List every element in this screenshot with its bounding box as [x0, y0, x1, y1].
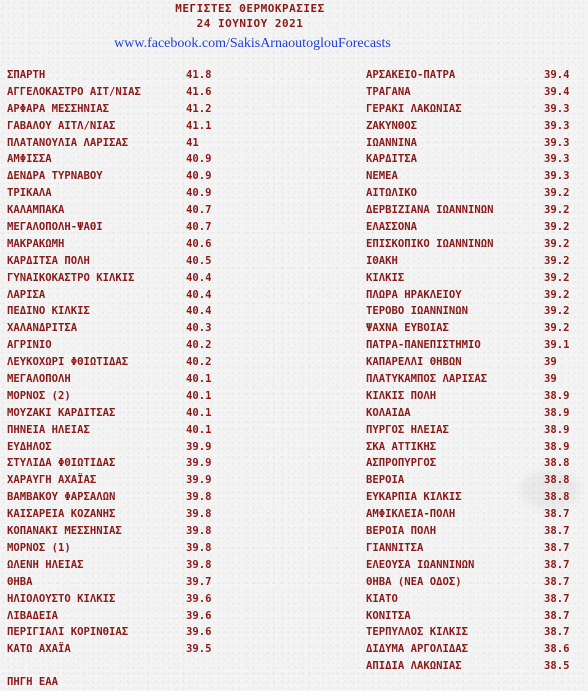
- station-name: ΑΜΦΙΚΛΕΙΑ-ΠΟΛΗ: [366, 508, 456, 521]
- station-row: [366, 422, 576, 439]
- max-temperature: 39.2: [544, 254, 570, 267]
- station-row: [366, 185, 576, 202]
- max-temperature: 39.2: [544, 187, 570, 200]
- station-row: [7, 354, 222, 371]
- max-temperature: 38.9: [544, 406, 570, 419]
- station-name: ΜΟΥΖΑΚΙ ΚΑΡΔΙΤΣΑΣ: [7, 406, 116, 419]
- max-temperature: 39.8: [186, 541, 212, 554]
- max-temperature: 39.8: [186, 491, 212, 504]
- station-row: [366, 320, 576, 337]
- station-row: [366, 540, 576, 557]
- page-date: 24 ΙΟΥΝΙΟΥ 2021: [196, 17, 304, 30]
- max-temperature: 39.3: [544, 136, 570, 149]
- station-name: ΕΥΔΗΛΟΣ: [7, 440, 52, 453]
- station-name: ΣΠΑΡΤΗ: [7, 69, 46, 81]
- station-row: [366, 489, 576, 506]
- station-row: [7, 151, 222, 168]
- max-temperature: 39: [544, 356, 557, 369]
- max-temperature: 39.8: [186, 525, 212, 538]
- station-name: ΧΑΛΑΝΔΡΙΤΣΑ: [7, 322, 78, 335]
- station-row: [7, 439, 222, 456]
- station-name: ΜΟΡΝΟΣ (2): [7, 389, 71, 402]
- max-temperature: 38.7: [544, 575, 570, 588]
- station-name: ΑΙΤΩΛΙΚΟ: [366, 187, 418, 200]
- max-temperature: 39.9: [186, 474, 212, 487]
- station-name: ΑΠΙΔΙΑ ΛΑΚΩΝΙΑΣ: [366, 660, 462, 673]
- station-row: [7, 84, 222, 101]
- station-row: [366, 574, 576, 591]
- max-temperature: 38.8: [544, 474, 570, 487]
- station-name: ΠΛΑΤΥΚΑΜΠΟΣ ΛΑΡΙΣΑΣ: [366, 373, 488, 386]
- station-row: [366, 506, 576, 523]
- max-temperature: 39.2: [544, 221, 570, 234]
- station-row: [366, 354, 576, 371]
- max-temperature: 39.6: [186, 626, 212, 639]
- station-name: ΚΑΛΑΜΠΑΚΑ: [7, 204, 65, 217]
- station-name: ΑΓΓΕΛΟΚΑΣΤΡΟ ΑΙΤ/ΝΙΑΣ: [7, 85, 141, 98]
- station-row: [366, 101, 576, 118]
- max-temperature: 39.1: [544, 339, 570, 352]
- station-name: ΧΑΡΑΥΓΗ ΑΧΑΪΑΣ: [7, 474, 97, 487]
- station-name: ΑΡΣΑΚΕΙΟ-ΠΑΤΡΑ: [366, 69, 456, 81]
- station-row: [7, 422, 222, 439]
- station-row: [366, 84, 576, 101]
- station-name: ΒΑΜΒΑΚΟΥ ΦΑΡΣΑΛΩΝ: [7, 491, 116, 504]
- station-row: [366, 270, 576, 287]
- max-temperature: 40.9: [186, 187, 212, 200]
- station-row: [366, 523, 576, 540]
- station-name: ΚΟΛΑΙΔΑ: [366, 406, 411, 419]
- max-temperature: 38.7: [544, 508, 570, 521]
- max-temperature: 38.7: [544, 525, 570, 538]
- station-row: [366, 135, 576, 152]
- max-temperature: 38.7: [544, 541, 570, 554]
- station-row: [7, 574, 222, 591]
- station-name: ΜΑΚΡΑΚΩΜΗ: [7, 237, 65, 250]
- station-row: [7, 557, 222, 574]
- station-row: [7, 591, 222, 608]
- max-temperature: 39.2: [544, 237, 570, 250]
- station-row: [7, 472, 222, 489]
- station-name: ΝΕΜΕΑ: [366, 170, 398, 183]
- station-row: [7, 303, 222, 320]
- station-name: ΕΠΙΣΚΟΠΙΚΟ ΙΩΑΝΝΙΝΩΝ: [366, 237, 494, 250]
- max-temperature: 39.5: [186, 643, 212, 656]
- max-temperature: 39.3: [544, 102, 570, 115]
- max-temperature: 38.7: [544, 626, 570, 639]
- max-temperature: 39.3: [544, 119, 570, 132]
- station-name: ΒΕΡΟΙΑ ΠΟΛΗ: [366, 525, 437, 538]
- station-row: [7, 320, 222, 337]
- station-row: [7, 608, 222, 625]
- max-temperature: 38.5: [544, 660, 570, 673]
- station-row: [7, 540, 222, 557]
- right-temperature-list: [366, 67, 576, 675]
- max-temperature: 41.6: [186, 85, 212, 98]
- max-temperature: 39.7: [186, 575, 212, 588]
- station-row: [366, 337, 576, 354]
- station-name: ΣΚΑ ΑΤΤΙΚΗΣ: [366, 440, 437, 453]
- page-title: ΜΕΓΙΣΤΕΣ ΘΕΡΜΟΚΡΑΣΙΕΣ: [175, 2, 325, 15]
- station-name: ΓΥΝΑΙΚΟΚΑΣΤΡΟ ΚΙΛΚΙΣ: [7, 271, 135, 284]
- station-name: ΚΙΛΚΙΣ: [366, 271, 405, 284]
- max-temperature: 40.6: [186, 237, 212, 250]
- station-row: [366, 608, 576, 625]
- max-temperature: 40.1: [186, 389, 212, 402]
- station-name: ΚΟΝΙΤΣΑ: [366, 609, 411, 622]
- max-temperature: 40.3: [186, 322, 212, 335]
- max-temperature: 40.9: [186, 170, 212, 183]
- station-row: [366, 557, 576, 574]
- station-name: ΚΑΡΔΙΤΣΑ: [366, 153, 418, 166]
- max-temperature: 40.1: [186, 406, 212, 419]
- max-temperature: 40.4: [186, 305, 212, 318]
- max-temperature: 41.8: [186, 69, 212, 81]
- station-name: ΗΛΙΟΛΟΥΣΤΟ ΚΙΛΚΙΣ: [7, 592, 116, 605]
- max-temperature: 40.1: [186, 423, 212, 436]
- max-temperature: 40.4: [186, 271, 212, 284]
- station-row: [7, 371, 222, 388]
- max-temperature: 39.6: [186, 609, 212, 622]
- max-temperature: 38.9: [544, 389, 570, 402]
- station-row: [366, 388, 576, 405]
- max-temperature: 40.4: [186, 288, 212, 301]
- station-name: ΠΗΝΕΙΑ ΗΛΕΙΑΣ: [7, 423, 90, 436]
- max-temperature: 39.2: [544, 288, 570, 301]
- station-row: [7, 287, 222, 304]
- max-temperature: 38.8: [544, 491, 570, 504]
- station-name: ΑΓΡΙΝΙΟ: [7, 339, 52, 352]
- max-temperature: 39.3: [544, 153, 570, 166]
- max-temperature: 39.2: [544, 322, 570, 335]
- station-name: ΚΑΙΣΑΡΕΙΑ ΚΟΖΑΝΗΣ: [7, 508, 116, 521]
- data-source: ΠΗΓΗ ΕΑΑ: [7, 676, 59, 688]
- station-row: [366, 658, 576, 675]
- station-name: ΜΟΡΝΟΣ (1): [7, 541, 71, 554]
- station-row: [7, 405, 222, 422]
- station-row: [7, 202, 222, 219]
- station-row: [366, 303, 576, 320]
- station-row: [7, 118, 222, 135]
- station-name: ΘΗΒΑ: [7, 575, 33, 588]
- station-row: [7, 219, 222, 236]
- station-name: ΣΤΥΛΙΔΑ ΦΘΙΩΤΙΔΑΣ: [7, 457, 116, 470]
- station-row: [366, 67, 576, 84]
- max-temperature: 38.7: [544, 609, 570, 622]
- station-row: [366, 472, 576, 489]
- max-temperature: 40.7: [186, 221, 212, 234]
- max-temperature: 38.7: [544, 558, 570, 571]
- station-name: ΑΣΠΡΟΠΥΡΓΟΣ: [366, 457, 437, 470]
- station-name: ΕΥΚΑΡΠΙΑ ΚΙΛΚΙΣ: [366, 491, 462, 504]
- max-temperature: 40.1: [186, 373, 212, 386]
- max-temperature: 39.2: [544, 305, 570, 318]
- station-row: [366, 405, 576, 422]
- max-temperature: 38.6: [544, 643, 570, 656]
- station-name: ΘΗΒΑ (ΝΕΑ ΟΔΟΣ): [366, 575, 462, 588]
- max-temperature: 39.8: [186, 508, 212, 521]
- station-name: ΠΑΤΡΑ-ΠΑΝΕΠΙΣΤΗΜΙΟ: [366, 339, 481, 352]
- station-row: [366, 624, 576, 641]
- max-temperature: 38.9: [544, 423, 570, 436]
- facebook-link[interactable]: www.facebook.com/SakisArnaoutoglouForecasts: [114, 36, 391, 51]
- station-name: ΓΙΑΝΝΙΤΣΑ: [366, 541, 424, 554]
- station-name: ΠΕΡΙΓΙΑΛΙ ΚΟΡΙΝΘΙΑΣ: [7, 626, 129, 639]
- station-name: ΠΕΔΙΝΟ ΚΙΛΚΙΣ: [7, 305, 90, 318]
- station-name: ΙΩΑΝΝΙΝΑ: [366, 136, 418, 149]
- station-name: ΔΙΔΥΜΑ ΑΡΓΟΛΙΔΑΣ: [366, 643, 469, 656]
- max-temperature: 39.3: [544, 170, 570, 183]
- station-row: [366, 151, 576, 168]
- station-name: ΜΕΓΑΛΟΠΟΛΗ: [7, 373, 71, 386]
- station-row: [7, 455, 222, 472]
- station-row: [7, 135, 222, 152]
- station-name: ΤΡΙΚΑΛΑ: [7, 187, 52, 200]
- station-name: ΛΕΥΚΟΧΩΡΙ ΦΘΙΩΤΙΔΑΣ: [7, 356, 129, 369]
- station-name: ΤΕΡΠΥΛΛΟΣ ΚΙΛΚΙΣ: [366, 626, 469, 639]
- station-name: ΕΛΕΟΥΣΑ ΙΩΑΝΝΙΝΩΝ: [366, 558, 475, 571]
- station-row: [7, 624, 222, 641]
- station-row: [7, 388, 222, 405]
- max-temperature: 40.9: [186, 153, 212, 166]
- max-temperature: 39.4: [544, 85, 570, 98]
- station-name: ΓΑΒΑΛΟΥ ΑΙΤΛ/ΝΙΑΣ: [7, 119, 116, 132]
- station-name: ΔΕΝΔΡΑ ΤΥΡΝΑΒΟΥ: [7, 170, 103, 183]
- max-temperature: 40.2: [186, 356, 212, 369]
- station-name: ΛΑΡΙΣΑ: [7, 288, 46, 301]
- station-row: [7, 506, 222, 523]
- max-temperature: 39.9: [186, 457, 212, 470]
- max-temperature: 39: [544, 373, 557, 386]
- station-row: [7, 168, 222, 185]
- station-name: ΖΑΚΥΝΘΟΣ: [366, 119, 418, 132]
- station-row: [366, 287, 576, 304]
- station-name: ΑΡΦΑΡΑ ΜΕΣΣΗΝΙΑΣ: [7, 102, 110, 115]
- station-row: [366, 236, 576, 253]
- station-name: ΚΑΠΑΡΕΛΛΙ ΘΗΒΩΝ: [366, 356, 462, 369]
- station-name: ΛΙΒΑΔΕΙΑ: [7, 609, 59, 622]
- station-row: [366, 253, 576, 270]
- station-name: ΙΘΑΚΗ: [366, 254, 398, 267]
- station-row: [7, 101, 222, 118]
- max-temperature: 39.6: [186, 592, 212, 605]
- station-row: [366, 371, 576, 388]
- station-name: ΠΛΩΡΑ ΗΡΑΚΛΕΙΟΥ: [366, 288, 462, 301]
- max-temperature: 39.2: [544, 271, 570, 284]
- max-temperature: 40.2: [186, 339, 212, 352]
- max-temperature: 39.9: [186, 440, 212, 453]
- max-temperature: 41.1: [186, 119, 212, 132]
- station-name: ΚΟΠΑΝΑΚΙ ΜΕΣΣΗΝΙΑΣ: [7, 525, 122, 538]
- station-name: ΩΛΕΝΗ ΗΛΕΙΑΣ: [7, 558, 84, 571]
- max-temperature: 38.7: [544, 592, 570, 605]
- station-row: [7, 236, 222, 253]
- station-row: [7, 523, 222, 540]
- station-name: ΠΥΡΓΟΣ ΗΛΕΙΑΣ: [366, 423, 449, 436]
- station-name: ΜΕΓΑΛΟΠΟΛΗ-ΨΑΘΙ: [7, 221, 103, 234]
- station-name: ΚΙΑΤΟ: [366, 592, 398, 605]
- station-row: [7, 270, 222, 287]
- station-name: ΒΕΡΟΙΑ: [366, 474, 405, 487]
- station-name: ΕΛΑΣΣΟΝΑ: [366, 221, 418, 234]
- station-row: [366, 118, 576, 135]
- station-row: [7, 185, 222, 202]
- station-row: [7, 337, 222, 354]
- station-name: ΚΙΛΚΙΣ ΠΟΛΗ: [366, 389, 437, 402]
- max-temperature: 39.8: [186, 558, 212, 571]
- station-row: [7, 67, 222, 84]
- station-name: ΓΕΡΑΚΙ ΛΑΚΩΝΙΑΣ: [366, 102, 462, 115]
- max-temperature: 41: [186, 136, 199, 149]
- max-temperature: 41.2: [186, 102, 212, 115]
- station-row: [7, 253, 222, 270]
- station-row: [7, 641, 222, 658]
- station-name: ΔΕΡΒΙΖΙΑΝΑ ΙΩΑΝΝΙΝΩΝ: [366, 204, 494, 217]
- station-row: [366, 219, 576, 236]
- max-temperature: 40.7: [186, 204, 212, 217]
- station-name: ΚΑΡΔΙΤΣΑ ΠΟΛΗ: [7, 254, 90, 267]
- station-name: ΑΜΦΙΣΣΑ: [7, 153, 52, 166]
- station-row: [366, 439, 576, 456]
- station-name: ΚΑΤΩ ΑΧΑΪΑ: [7, 643, 71, 656]
- station-row: [7, 489, 222, 506]
- station-name: ΠΛΑΤΑΝΟΥΛΙΑ ΛΑΡΙΣΑΣ: [7, 136, 129, 149]
- max-temperature: 38.9: [544, 440, 570, 453]
- station-row: [366, 641, 576, 658]
- station-row: [366, 455, 576, 472]
- station-name: ΨΑΧΝΑ ΕΥΒΟΙΑΣ: [366, 322, 449, 335]
- max-temperature: 39.2: [544, 204, 570, 217]
- station-row: [366, 202, 576, 219]
- station-row: [366, 168, 576, 185]
- max-temperature: 39.4: [544, 69, 570, 81]
- station-name: ΤΡΑΓΑΝΑ: [366, 85, 411, 98]
- max-temperature: 40.5: [186, 254, 212, 267]
- max-temperature: 38.8: [544, 457, 570, 470]
- station-row: [366, 591, 576, 608]
- station-name: ΤΕΡΟΒΟ ΙΩΑΝΝΙΝΩΝ: [366, 305, 469, 318]
- left-temperature-list: [7, 67, 222, 658]
